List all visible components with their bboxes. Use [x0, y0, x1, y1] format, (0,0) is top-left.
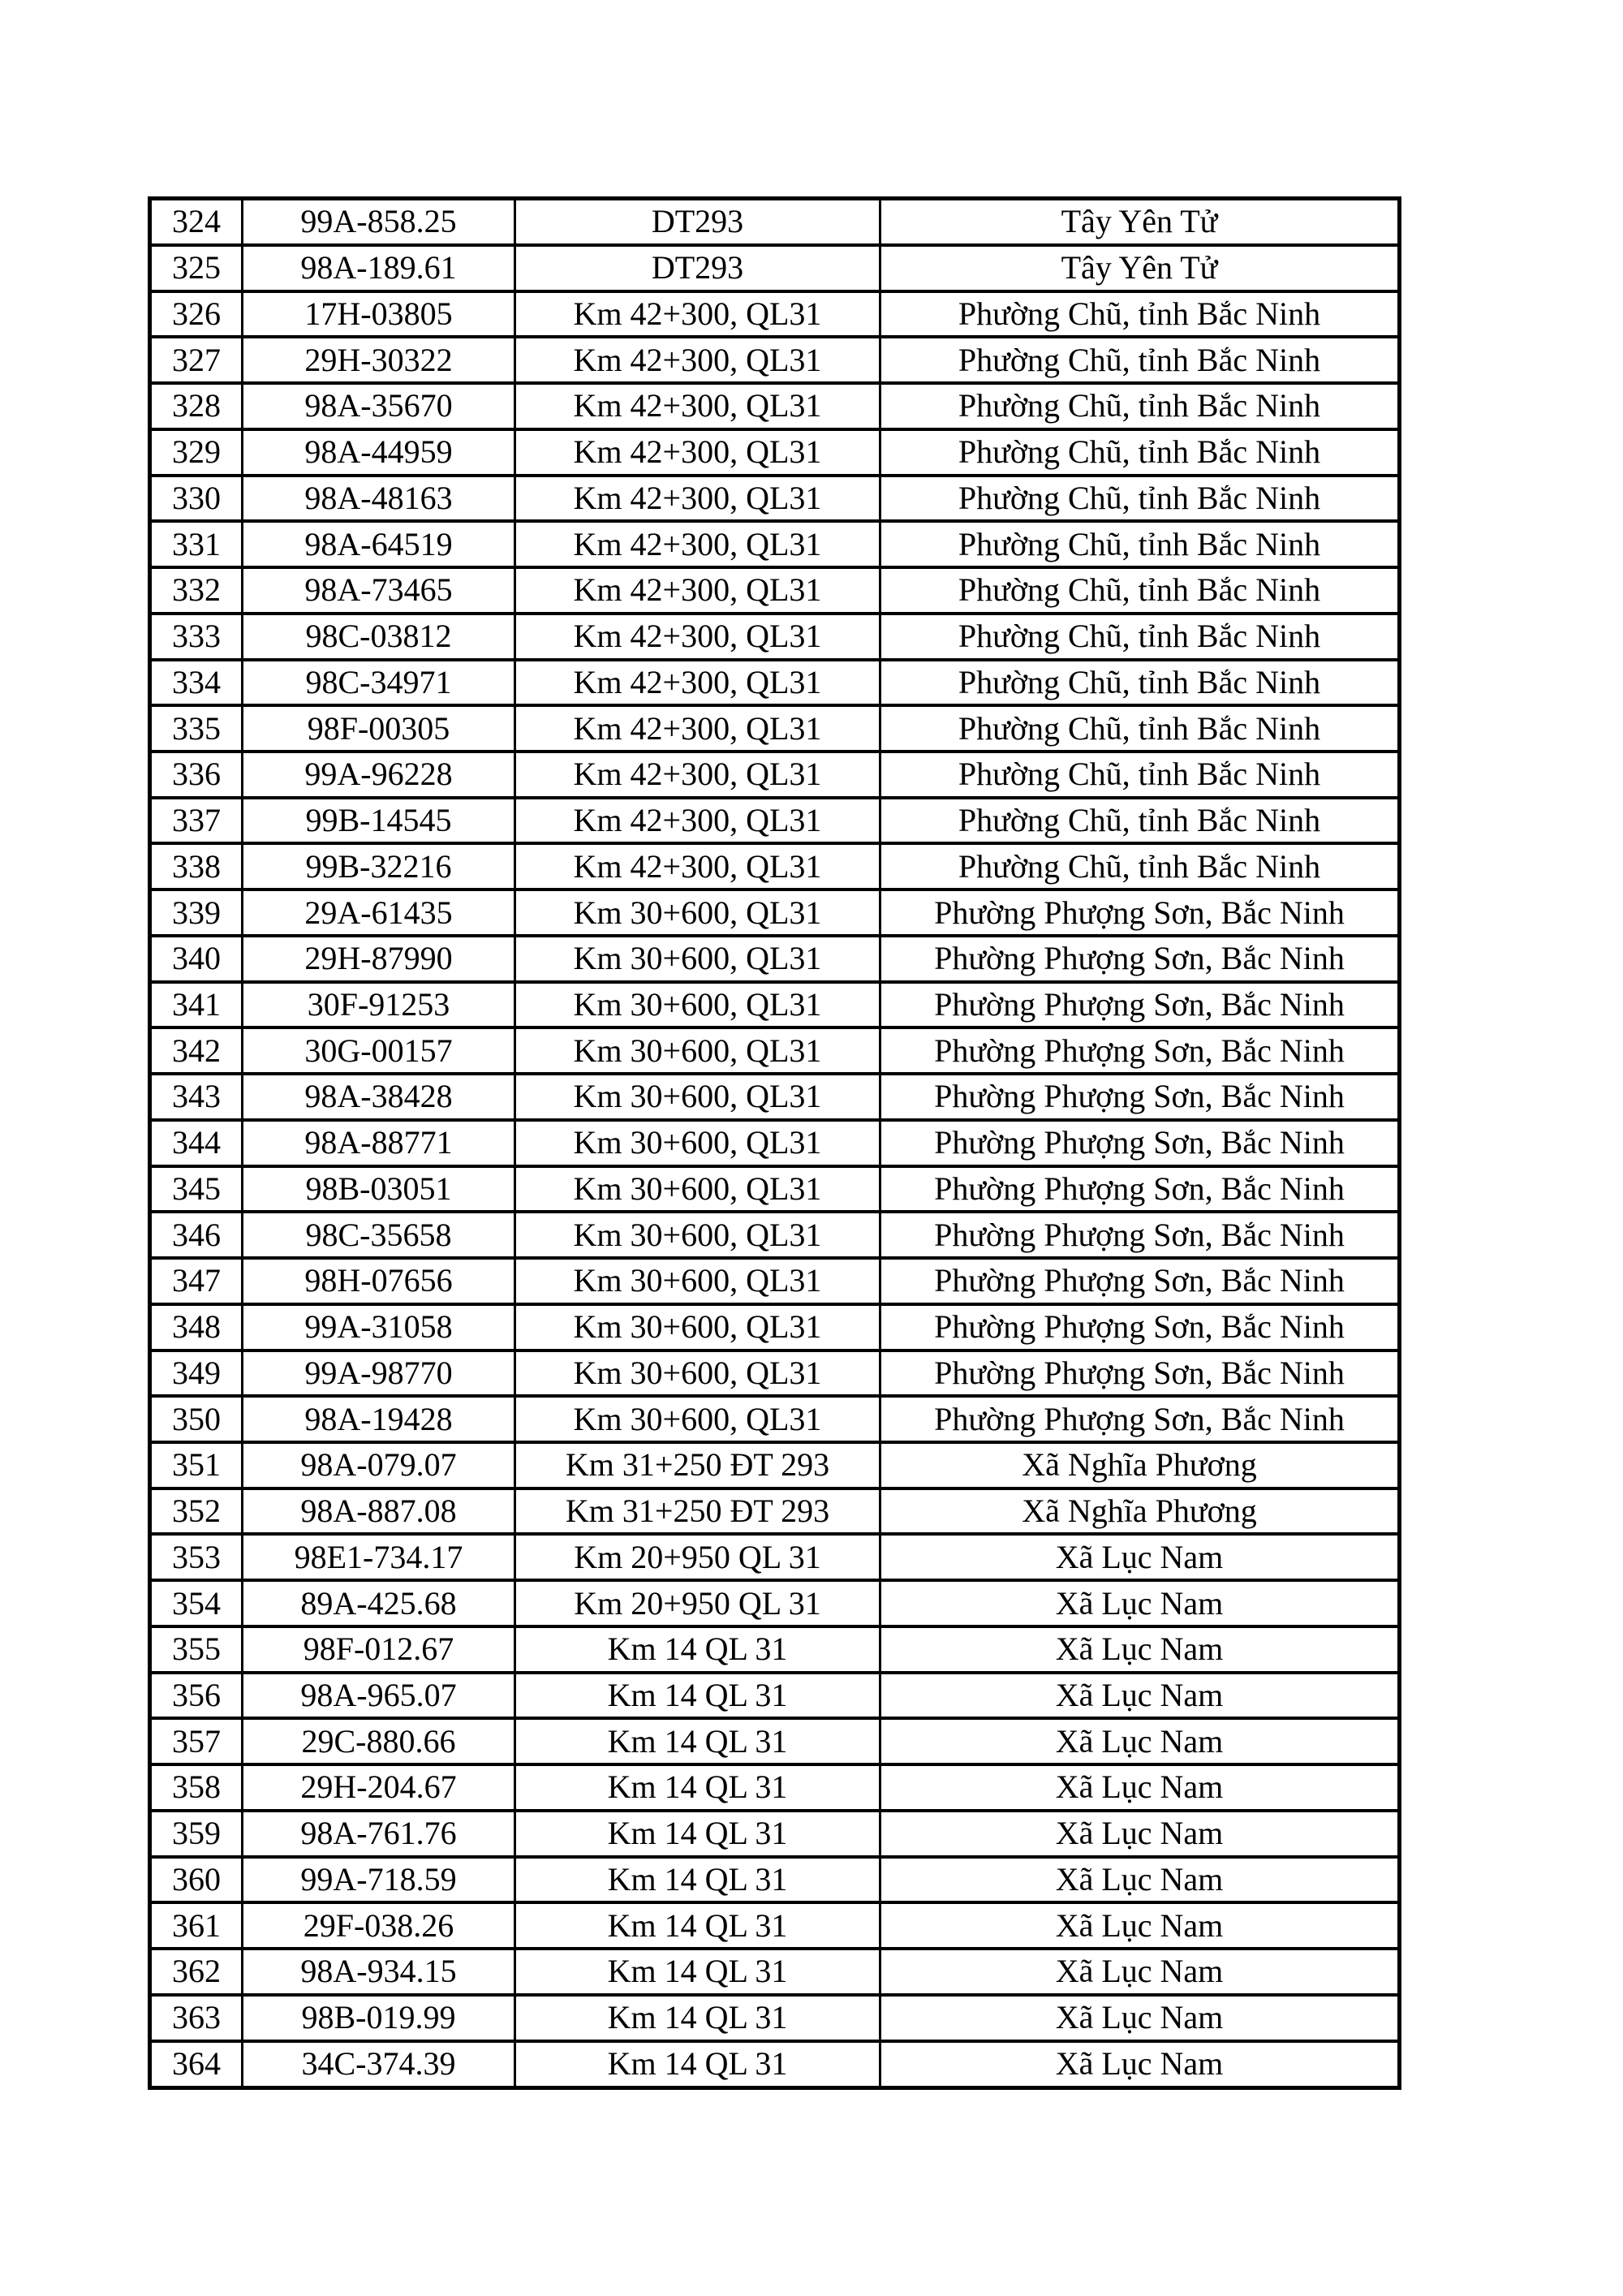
location-cell: Km 14 QL 31 [515, 1811, 880, 1857]
plate-cell: 30F-91253 [243, 982, 515, 1028]
plate-cell: 34C-374.39 [243, 2041, 515, 2088]
row-number-cell: 347 [150, 1258, 243, 1304]
place-cell: Xã Lục Nam [880, 1580, 1400, 1626]
plate-cell: 99A-858.25 [243, 199, 515, 245]
location-cell: Km 42+300, QL31 [515, 705, 880, 752]
place-cell: Phường Phượng Sơn, Bắc Ninh [880, 1304, 1400, 1350]
vehicle-plate-table-body [150, 199, 1400, 2088]
row-number-cell: 364 [150, 2041, 243, 2088]
place-cell: Phường Phượng Sơn, Bắc Ninh [880, 1258, 1400, 1304]
row-number-cell: 335 [150, 705, 243, 752]
vehicle-plate-table [148, 196, 1401, 2090]
location-cell: Km 14 QL 31 [515, 1949, 880, 1995]
row-number-cell: 333 [150, 614, 243, 660]
plate-cell: 98F-012.67 [243, 1626, 515, 1673]
plate-cell: 29A-61435 [243, 890, 515, 936]
row-number-cell: 338 [150, 843, 243, 890]
plate-cell: 98A-88771 [243, 1120, 515, 1166]
row-number-cell: 326 [150, 291, 243, 338]
place-cell: Phường Phượng Sơn, Bắc Ninh [880, 1396, 1400, 1442]
row-number-cell: 356 [150, 1673, 243, 1719]
location-cell: Km 30+600, QL31 [515, 1027, 880, 1074]
location-cell: Km 42+300, QL31 [515, 476, 880, 522]
plate-cell: 98A-38428 [243, 1074, 515, 1120]
plate-cell: 30G-00157 [243, 1027, 515, 1074]
row-number-cell: 327 [150, 337, 243, 383]
row-number-cell: 342 [150, 1027, 243, 1074]
location-cell: Km 30+600, QL31 [515, 936, 880, 982]
table-row [150, 1258, 1400, 1304]
table-row [150, 798, 1400, 844]
location-cell: Km 31+250 ĐT 293 [515, 1442, 880, 1488]
location-cell: Km 14 QL 31 [515, 1902, 880, 1949]
place-cell: Phường Phượng Sơn, Bắc Ninh [880, 1166, 1400, 1213]
location-cell: Km 42+300, QL31 [515, 660, 880, 706]
place-cell: Phường Phượng Sơn, Bắc Ninh [880, 936, 1400, 982]
table-row [150, 982, 1400, 1028]
location-cell: Km 30+600, QL31 [515, 1258, 880, 1304]
location-cell: Km 30+600, QL31 [515, 1212, 880, 1258]
place-cell: Phường Chũ, tỉnh Bắc Ninh [880, 798, 1400, 844]
location-cell: Km 42+300, QL31 [515, 383, 880, 429]
location-cell: Km 30+600, QL31 [515, 1166, 880, 1213]
table-row [150, 1488, 1400, 1535]
row-number-cell: 332 [150, 567, 243, 614]
place-cell: Phường Phượng Sơn, Bắc Ninh [880, 1027, 1400, 1074]
place-cell: Phường Chũ, tỉnh Bắc Ninh [880, 383, 1400, 429]
table-row [150, 1949, 1400, 1995]
table-row [150, 1995, 1400, 2041]
place-cell: Xã Lục Nam [880, 1673, 1400, 1719]
place-cell: Phường Phượng Sơn, Bắc Ninh [880, 1074, 1400, 1120]
plate-cell: 99B-32216 [243, 843, 515, 890]
row-number-cell: 357 [150, 1718, 243, 1764]
table-row [150, 337, 1400, 383]
place-cell: Phường Chũ, tỉnh Bắc Ninh [880, 843, 1400, 890]
plate-cell: 98B-019.99 [243, 1995, 515, 2041]
location-cell: Km 20+950 QL 31 [515, 1580, 880, 1626]
plate-cell: 99A-31058 [243, 1304, 515, 1350]
place-cell: Tây Yên Tử [880, 245, 1400, 291]
table-row [150, 1166, 1400, 1213]
plate-cell: 98A-44959 [243, 429, 515, 476]
plate-cell: 98A-64519 [243, 521, 515, 567]
place-cell: Phường Phượng Sơn, Bắc Ninh [880, 1212, 1400, 1258]
table-row [150, 1673, 1400, 1719]
plate-cell: 98A-19428 [243, 1396, 515, 1442]
plate-cell: 98A-48163 [243, 476, 515, 522]
plate-cell: 99B-14545 [243, 798, 515, 844]
row-number-cell: 353 [150, 1534, 243, 1580]
table-row [150, 1857, 1400, 1903]
row-number-cell: 343 [150, 1074, 243, 1120]
plate-cell: 29H-87990 [243, 936, 515, 982]
row-number-cell: 328 [150, 383, 243, 429]
plate-cell: 29C-880.66 [243, 1718, 515, 1764]
plate-cell: 29H-30322 [243, 337, 515, 383]
place-cell: Xã Lục Nam [880, 1626, 1400, 1673]
place-cell: Xã Lục Nam [880, 1534, 1400, 1580]
place-cell: Xã Nghĩa Phương [880, 1488, 1400, 1535]
place-cell: Phường Chũ, tỉnh Bắc Ninh [880, 291, 1400, 338]
table-row [150, 1212, 1400, 1258]
row-number-cell: 340 [150, 936, 243, 982]
plate-cell: 29H-204.67 [243, 1764, 515, 1811]
place-cell: Xã Lục Nam [880, 2041, 1400, 2088]
location-cell: DT293 [515, 199, 880, 245]
place-cell: Phường Chũ, tỉnh Bắc Ninh [880, 429, 1400, 476]
row-number-cell: 341 [150, 982, 243, 1028]
row-number-cell: 363 [150, 1995, 243, 2041]
table-row [150, 1350, 1400, 1397]
table-row [150, 936, 1400, 982]
place-cell: Xã Lục Nam [880, 1995, 1400, 2041]
plate-cell: 98A-35670 [243, 383, 515, 429]
plate-cell: 98F-00305 [243, 705, 515, 752]
location-cell: Km 42+300, QL31 [515, 521, 880, 567]
table-row [150, 476, 1400, 522]
row-number-cell: 344 [150, 1120, 243, 1166]
location-cell: Km 14 QL 31 [515, 1673, 880, 1719]
table-row [150, 429, 1400, 476]
table-row [150, 1027, 1400, 1074]
plate-cell: 98C-34971 [243, 660, 515, 706]
row-number-cell: 362 [150, 1949, 243, 1995]
table-row [150, 705, 1400, 752]
row-number-cell: 352 [150, 1488, 243, 1535]
place-cell: Xã Lục Nam [880, 1902, 1400, 1949]
place-cell: Phường Chũ, tỉnh Bắc Ninh [880, 521, 1400, 567]
table-row [150, 199, 1400, 245]
table-row [150, 660, 1400, 706]
location-cell: Km 20+950 QL 31 [515, 1534, 880, 1580]
table-row [150, 1718, 1400, 1764]
location-cell: Km 42+300, QL31 [515, 752, 880, 798]
table-row [150, 752, 1400, 798]
plate-cell: 29F-038.26 [243, 1902, 515, 1949]
row-number-cell: 331 [150, 521, 243, 567]
location-cell: Km 30+600, QL31 [515, 1074, 880, 1120]
table-row [150, 1902, 1400, 1949]
plate-cell: 98A-73465 [243, 567, 515, 614]
table-row [150, 1396, 1400, 1442]
table-row [150, 1534, 1400, 1580]
location-cell: Km 14 QL 31 [515, 1626, 880, 1673]
place-cell: Xã Lục Nam [880, 1718, 1400, 1764]
plate-cell: 99A-98770 [243, 1350, 515, 1397]
plate-cell: 89A-425.68 [243, 1580, 515, 1626]
row-number-cell: 350 [150, 1396, 243, 1442]
row-number-cell: 325 [150, 245, 243, 291]
location-cell: Km 30+600, QL31 [515, 1396, 880, 1442]
location-cell: Km 14 QL 31 [515, 1718, 880, 1764]
place-cell: Xã Lục Nam [880, 1764, 1400, 1811]
row-number-cell: 346 [150, 1212, 243, 1258]
plate-cell: 17H-03805 [243, 291, 515, 338]
place-cell: Phường Chũ, tỉnh Bắc Ninh [880, 752, 1400, 798]
plate-cell: 98H-07656 [243, 1258, 515, 1304]
plate-cell: 98C-35658 [243, 1212, 515, 1258]
row-number-cell: 324 [150, 199, 243, 245]
table-row [150, 2041, 1400, 2088]
table-row [150, 890, 1400, 936]
location-cell: Km 30+600, QL31 [515, 1120, 880, 1166]
place-cell: Phường Chũ, tỉnh Bắc Ninh [880, 337, 1400, 383]
location-cell: Km 42+300, QL31 [515, 798, 880, 844]
table-row [150, 1626, 1400, 1673]
row-number-cell: 355 [150, 1626, 243, 1673]
row-number-cell: 360 [150, 1857, 243, 1903]
row-number-cell: 351 [150, 1442, 243, 1488]
plate-cell: 98E1-734.17 [243, 1534, 515, 1580]
location-cell: Km 42+300, QL31 [515, 614, 880, 660]
location-cell: Km 30+600, QL31 [515, 1350, 880, 1397]
location-cell: Km 30+600, QL31 [515, 890, 880, 936]
place-cell: Phường Phượng Sơn, Bắc Ninh [880, 890, 1400, 936]
place-cell: Phường Phượng Sơn, Bắc Ninh [880, 982, 1400, 1028]
plate-cell: 98A-965.07 [243, 1673, 515, 1719]
place-cell: Phường Phượng Sơn, Bắc Ninh [880, 1350, 1400, 1397]
row-number-cell: 359 [150, 1811, 243, 1857]
table-row [150, 614, 1400, 660]
table-row [150, 843, 1400, 890]
place-cell: Phường Chũ, tỉnh Bắc Ninh [880, 476, 1400, 522]
row-number-cell: 345 [150, 1166, 243, 1213]
row-number-cell: 339 [150, 890, 243, 936]
table-row [150, 291, 1400, 338]
place-cell: Phường Chũ, tỉnh Bắc Ninh [880, 567, 1400, 614]
table-row [150, 1120, 1400, 1166]
place-cell: Xã Lục Nam [880, 1857, 1400, 1903]
location-cell: DT293 [515, 245, 880, 291]
place-cell: Phường Chũ, tỉnh Bắc Ninh [880, 705, 1400, 752]
row-number-cell: 349 [150, 1350, 243, 1397]
location-cell: Km 14 QL 31 [515, 1764, 880, 1811]
table-row [150, 1811, 1400, 1857]
table-row [150, 1074, 1400, 1120]
row-number-cell: 354 [150, 1580, 243, 1626]
location-cell: Km 42+300, QL31 [515, 291, 880, 338]
plate-cell: 98A-761.76 [243, 1811, 515, 1857]
place-cell: Phường Chũ, tỉnh Bắc Ninh [880, 660, 1400, 706]
location-cell: Km 14 QL 31 [515, 1995, 880, 2041]
place-cell: Phường Chũ, tỉnh Bắc Ninh [880, 614, 1400, 660]
plate-cell: 98A-189.61 [243, 245, 515, 291]
location-cell: Km 14 QL 31 [515, 2041, 880, 2088]
location-cell: Km 30+600, QL31 [515, 1304, 880, 1350]
location-cell: Km 30+600, QL31 [515, 982, 880, 1028]
location-cell: Km 42+300, QL31 [515, 429, 880, 476]
place-cell: Xã Lục Nam [880, 1811, 1400, 1857]
table-row [150, 1764, 1400, 1811]
plate-cell: 99A-96228 [243, 752, 515, 798]
row-number-cell: 330 [150, 476, 243, 522]
place-cell: Tây Yên Tử [880, 199, 1400, 245]
table-row [150, 567, 1400, 614]
location-cell: Km 42+300, QL31 [515, 567, 880, 614]
plate-cell: 98C-03812 [243, 614, 515, 660]
location-cell: Km 42+300, QL31 [515, 337, 880, 383]
plate-cell: 98B-03051 [243, 1166, 515, 1213]
row-number-cell: 329 [150, 429, 243, 476]
plate-cell: 98A-887.08 [243, 1488, 515, 1535]
location-cell: Km 42+300, QL31 [515, 843, 880, 890]
row-number-cell: 358 [150, 1764, 243, 1811]
place-cell: Phường Phượng Sơn, Bắc Ninh [880, 1120, 1400, 1166]
location-cell: Km 14 QL 31 [515, 1857, 880, 1903]
plate-cell: 98A-079.07 [243, 1442, 515, 1488]
row-number-cell: 337 [150, 798, 243, 844]
table-row [150, 1304, 1400, 1350]
place-cell: Xã Nghĩa Phương [880, 1442, 1400, 1488]
place-cell: Xã Lục Nam [880, 1949, 1400, 1995]
table-row [150, 383, 1400, 429]
location-cell: Km 31+250 ĐT 293 [515, 1488, 880, 1535]
plate-cell: 98A-934.15 [243, 1949, 515, 1995]
row-number-cell: 334 [150, 660, 243, 706]
row-number-cell: 348 [150, 1304, 243, 1350]
table-row [150, 245, 1400, 291]
row-number-cell: 336 [150, 752, 243, 798]
plate-cell: 99A-718.59 [243, 1857, 515, 1903]
table-row [150, 521, 1400, 567]
table-row [150, 1442, 1400, 1488]
table-row [150, 1580, 1400, 1626]
row-number-cell: 361 [150, 1902, 243, 1949]
